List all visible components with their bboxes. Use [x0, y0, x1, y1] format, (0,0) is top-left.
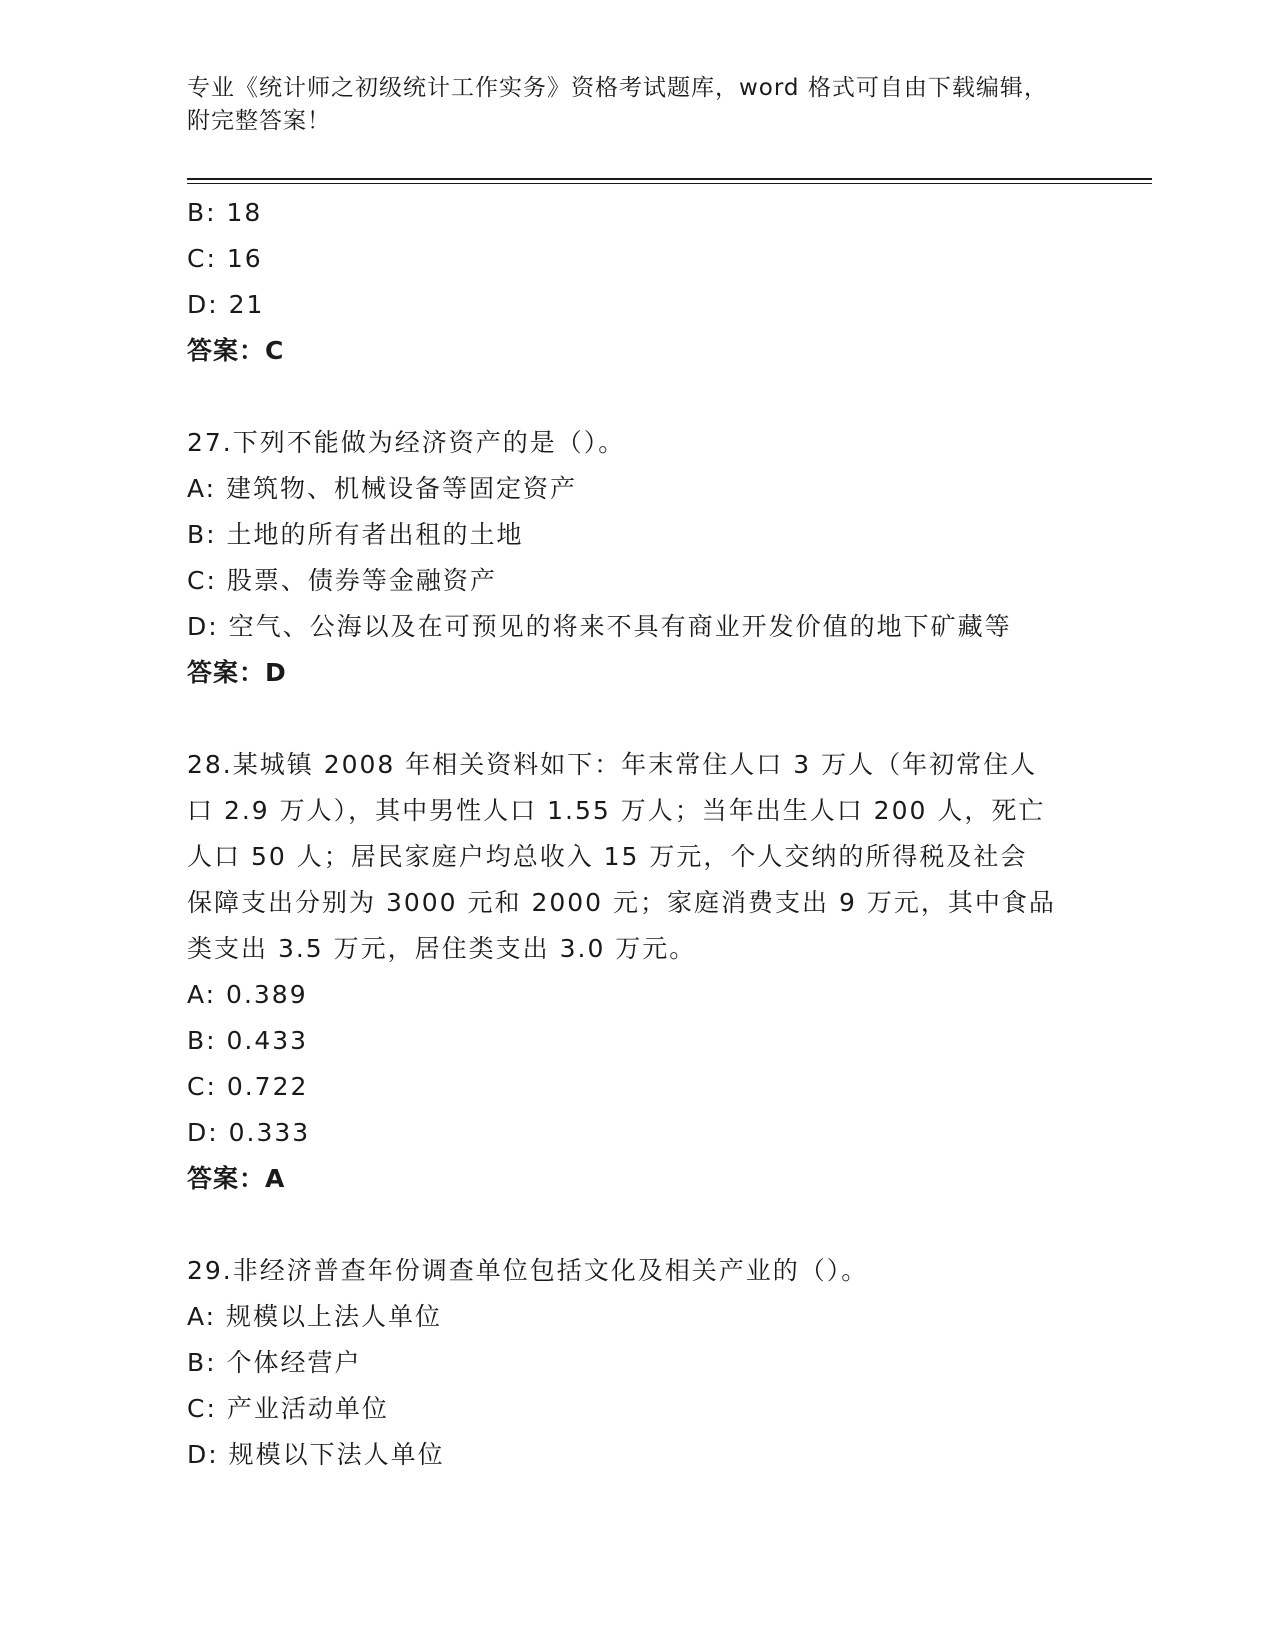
spacer — [187, 374, 1087, 420]
option-b: B: 0.433 — [187, 1026, 309, 1055]
option-a: A: 规模以上法人单位 — [187, 1302, 443, 1331]
question-list — [187, 190, 1087, 1478]
question-text: 27.下列不能做为经济资产的是（）。 — [187, 428, 626, 457]
question-text-line: 人口 50 人；居民家庭户均总收入 15 万元，个人交纳的所得税及社会 — [187, 842, 1028, 871]
question-text-line: 28.某城镇 2008 年相关资料如下：年末常住人口 3 万人（年初常住人 — [187, 750, 1038, 779]
option-c: C: 16 — [187, 244, 263, 273]
question-29 — [187, 1248, 1087, 1478]
option-d: D: 0.333 — [187, 1118, 311, 1147]
option-c: C: 股票、债券等金融资产 — [187, 566, 497, 595]
question-text-line: 口 2.9 万人），其中男性人口 1.55 万人；当年出生人口 200 人，死亡 — [187, 796, 1046, 825]
option-b: B: 18 — [187, 198, 263, 227]
option-d: D: 21 — [187, 290, 265, 319]
spacer — [187, 696, 1087, 742]
option-d: D: 规模以下法人单位 — [187, 1440, 445, 1469]
option-c: C: 产业活动单位 — [187, 1394, 389, 1423]
header-divider-thick — [187, 178, 1152, 180]
question-26 — [187, 190, 1087, 374]
option-c: C: 0.722 — [187, 1072, 309, 1101]
option-a: A: 建筑物、机械设备等固定资产 — [187, 474, 578, 503]
option-a: A: 0.389 — [187, 980, 308, 1009]
question-28 — [187, 742, 1087, 1202]
header-line-1: 专业《统计师之初级统计工作实务》资格考试题库，word 格式可自由下载编辑， — [187, 75, 1048, 101]
option-b: B: 个体经营户 — [187, 1348, 362, 1377]
option-d: D: 空气、公海以及在可预见的将来不具有商业开发价值的地下矿藏等 — [187, 612, 1012, 641]
document-header — [187, 72, 1087, 138]
answer: 答案：C — [187, 336, 285, 365]
header-divider-thin — [187, 183, 1152, 184]
question-text-line: 保障支出分别为 3000 元和 2000 元；家庭消费支出 9 万元，其中食品 — [187, 888, 1056, 917]
question-text-line: 类支出 3.5 万元，居住类支出 3.0 万元。 — [187, 934, 697, 963]
question-27 — [187, 420, 1087, 696]
header-line-2: 附完整答案！ — [187, 108, 331, 134]
answer: 答案：A — [187, 1164, 286, 1193]
question-text: 29.非经济普查年份调查单位包括文化及相关产业的（）。 — [187, 1256, 869, 1285]
spacer — [187, 1202, 1087, 1248]
option-b: B: 土地的所有者出租的土地 — [187, 520, 524, 549]
answer: 答案：D — [187, 658, 287, 687]
